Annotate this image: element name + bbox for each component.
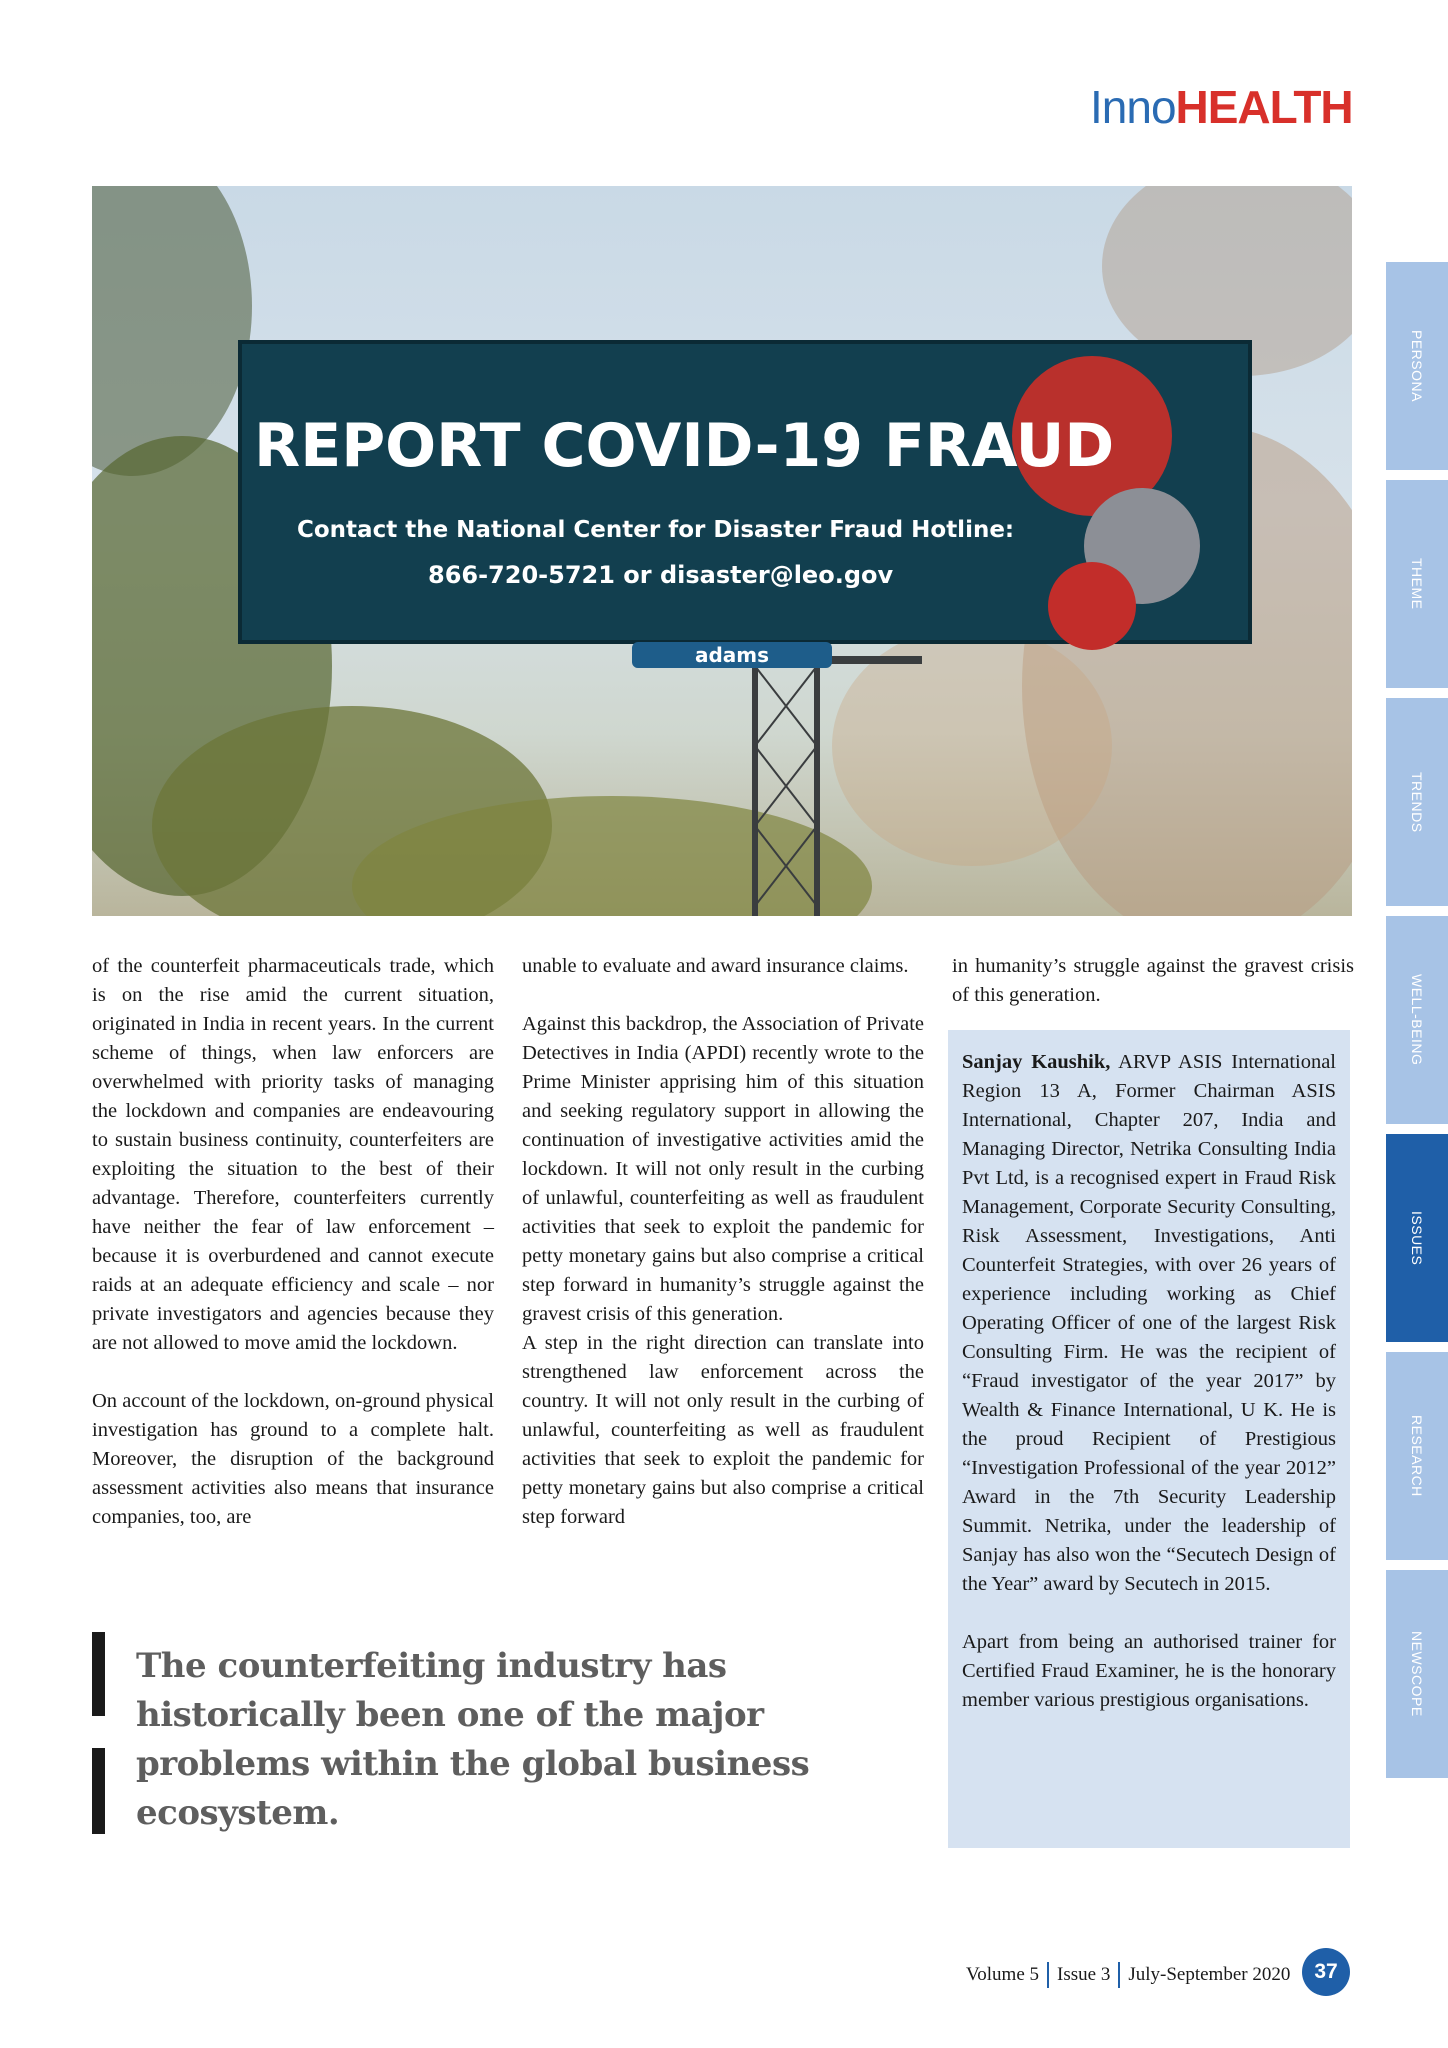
paragraph: On account of the lockdown, on-ground physical investigation has ground to a complete halt. Moreover, the disruption of the background assessment activities also means that insurance companies, too, are xyxy=(92,1390,494,1528)
billboard-line1: Contact the National Center for Disaster Fraud Hotline: xyxy=(297,517,1015,543)
quote-mark-bottom xyxy=(92,1748,105,1834)
bio-text: ARVP ASIS International Region 13 A, Former Chairman ASIS International, Chapter 207, India and Managing Director, Netrika Consulting India Pvt Ltd, is a recognised expert in Fraud Risk Management, Corporate Security Consulting, Risk Assessment, Investigations, Anti Counterfeit Strategies, with over 26 years of experience including working as Chief Operating Officer of one of the largest Risk Consulting Firm. He was the recipient of “Fraud investigator of the year 2017” by Wealth & Finance International, U K. He is the proud Recipient of Prestigious “Investigation Professional of the year 2012” Award in the 7th Security Leadership Summit. Netrika, under the leadership of Sanjay has also won the “Secutech Design of the Year” award by Secutech in 2015. xyxy=(962,1051,1337,1595)
tab-theme[interactable] xyxy=(1386,480,1448,688)
tab-persona[interactable] xyxy=(1386,262,1448,470)
tab-label: ISSUES xyxy=(1409,1210,1425,1266)
tab-label: THEME xyxy=(1409,558,1425,610)
tab-label: NEWSCOPE xyxy=(1409,1631,1425,1717)
tab-well-being[interactable] xyxy=(1386,916,1448,1124)
billboard-line2: 866-720-5721 or disaster@leo.gov xyxy=(428,561,894,589)
article-column-2 xyxy=(522,952,924,1532)
tab-label: PERSONA xyxy=(1409,330,1425,402)
tab-label: WELL-BEING xyxy=(1409,974,1425,1066)
footer-volume: Volume 5 xyxy=(966,1964,1040,1985)
billboard-brand: adams xyxy=(694,643,770,667)
author-name: Sanjay Kaushik, xyxy=(962,1051,1111,1073)
paragraph: in humanity’s struggle against the gravest crisis of this generation. xyxy=(952,955,1354,1006)
pull-quote: The counterfeiting industry has historically been one of the major problems within the global business ecosystem. xyxy=(136,1646,810,1833)
article-column-1 xyxy=(92,952,494,1532)
paragraph: A step in the right direction can translate into strengthened law enforcement across the country. It will not only result in the curbing of unlawful, counterfeiting as well as fraudulent activities that seek to exploit the pandemic for petty monetary gains but also comprise a critical step forward xyxy=(522,1332,924,1528)
paragraph: unable to evaluate and award insurance claims. xyxy=(522,955,909,977)
tab-trends[interactable] xyxy=(1386,698,1448,906)
author-bio-box xyxy=(948,1030,1350,1848)
billboard-scene xyxy=(92,186,1352,916)
tab-newscope[interactable] xyxy=(1386,1570,1448,1778)
bio-paragraph-2: Apart from being an authorised trainer for Certified Fraud Examiner, he is the honorary member various prestigious organisations. xyxy=(962,1631,1336,1711)
footer-divider xyxy=(1118,1962,1120,1988)
paragraph: Against this backdrop, the Association of Private Detectives in India (APDI) recently wrote to the Prime Minister apprising him of this situation and seeking regulatory support in allowing the continuation of investigative activities amid the lockdown. It will not only result in the curbing of unlawful, counterfeiting as well as fraudulent activities that seek to exploit the pandemic for petty monetary gains but also comprise a critical step forward in humanity’s struggle against the gravest crisis of this generation. xyxy=(522,1013,924,1325)
tab-issues[interactable] xyxy=(1386,1134,1448,1342)
magazine-logo xyxy=(1090,81,1353,133)
logo-inno: Inno xyxy=(1090,81,1176,133)
footer-divider xyxy=(1047,1962,1049,1988)
page-number: 37 xyxy=(1302,1948,1350,1996)
hero-photo xyxy=(92,186,1352,916)
tab-research[interactable] xyxy=(1386,1352,1448,1560)
logo-health: HEALTH xyxy=(1175,81,1353,133)
page-footer xyxy=(966,1962,1290,1988)
article-column-3 xyxy=(952,952,1354,1010)
footer-period: July-September 2020 xyxy=(1128,1964,1291,1985)
bio-paragraph xyxy=(962,1048,1336,1599)
footer-issue: Issue 3 xyxy=(1057,1964,1111,1985)
billboard-title: REPORT COVID-19 FRAUD xyxy=(254,411,1115,481)
tab-label: TRENDS xyxy=(1409,771,1425,833)
paragraph: of the counterfeit pharmaceuticals trade, which is on the rise amid the current situation, originated in India in recent years. In the current scheme of things, when law enforcers are overwhelmed with priority tasks of managing the lockdown and companies are endeavouring to sustain business continuity, counterfeiters are exploiting the situation to the best of their advantage. Therefore, counterfeiters currently have neither the fear of law enforcement – because it is overburdened and cannot execute raids at an adequate efficiency and scale – nor private investigators and agencies because they are not allowed to move amid the lockdown. xyxy=(92,955,494,1354)
tab-label: RESEARCH xyxy=(1409,1415,1425,1497)
quote-mark-top xyxy=(92,1632,105,1716)
